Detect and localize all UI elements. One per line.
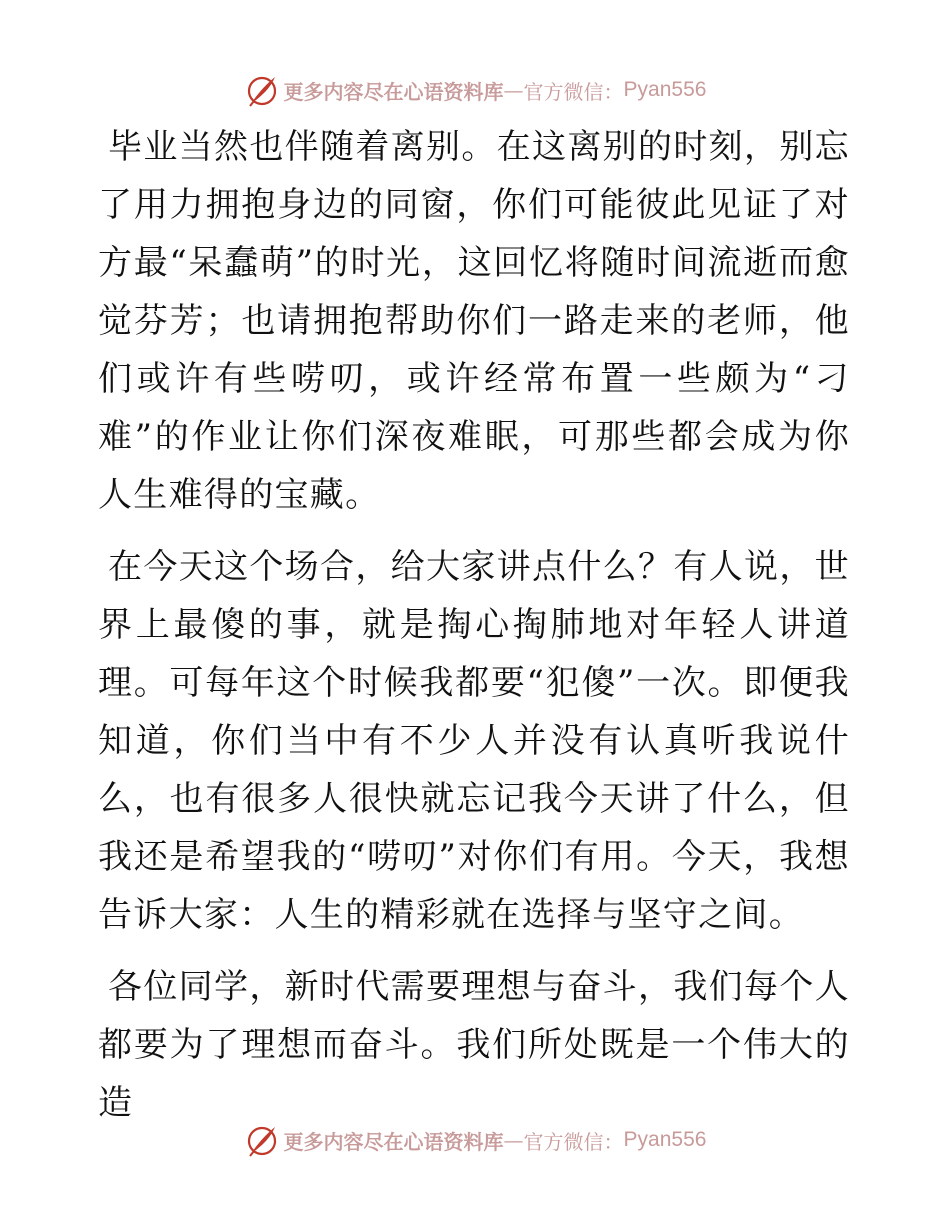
document-body: [98, 118, 850, 1146]
footer-separator: —: [503, 1128, 524, 1152]
quill-pen-logo-icon: [244, 1122, 280, 1158]
footer-brand-text: 更多内容尽在心语资料库: [283, 1129, 504, 1154]
header-banner: [0, 70, 950, 110]
footer-banner: [0, 1120, 950, 1160]
paragraph-ideals-struggle: 各位同学，新时代需要理想与奋斗，我们每个人都要为了理想而奋斗。我们所处既是一个伟大的造: [98, 967, 850, 1123]
header-wechat-account: Pyan556: [623, 78, 707, 101]
header-wechat-label: 官方微信：: [523, 79, 624, 104]
footer-wechat-label: 官方微信：: [523, 1129, 624, 1154]
footer-wechat-account: Pyan556: [623, 1128, 707, 1151]
header-separator: —: [503, 78, 524, 102]
paragraph-life-choices: 在今天这个场合，给大家讲点什么？有人说，世界上最傻的事，就是掏心掏肺地对年轻人讲道理。可每年这个时候我都要“犯傻”一次。即便我知道，你们当中有不少人并没有认真听我说什么，也有很多人很快就忘记我今天讲了什么，但我还是希望我的“唠叨”对你们有用。今天，我想告诉大家：人生的精彩就在选择与坚守之间。: [98, 547, 850, 935]
header-brand-text: 更多内容尽在心语资料库: [283, 79, 504, 104]
paragraph-graduation-farewell: 毕业当然也伴随着离别。在这离别的时刻，别忘了用力拥抱身边的同窗，你们可能彼此见证了对方最“呆蠢萌”的时光，这回忆将随时间流逝而愈觉芬芳；也请拥抱帮助你们一路走来的老师，他们或许有些唠叨，或许经常布置一些颇为“刁难”的作业让你们深夜难眠，可那些都会成为你人生难得的宝藏。: [98, 127, 850, 515]
quill-pen-logo-icon: [244, 72, 280, 108]
